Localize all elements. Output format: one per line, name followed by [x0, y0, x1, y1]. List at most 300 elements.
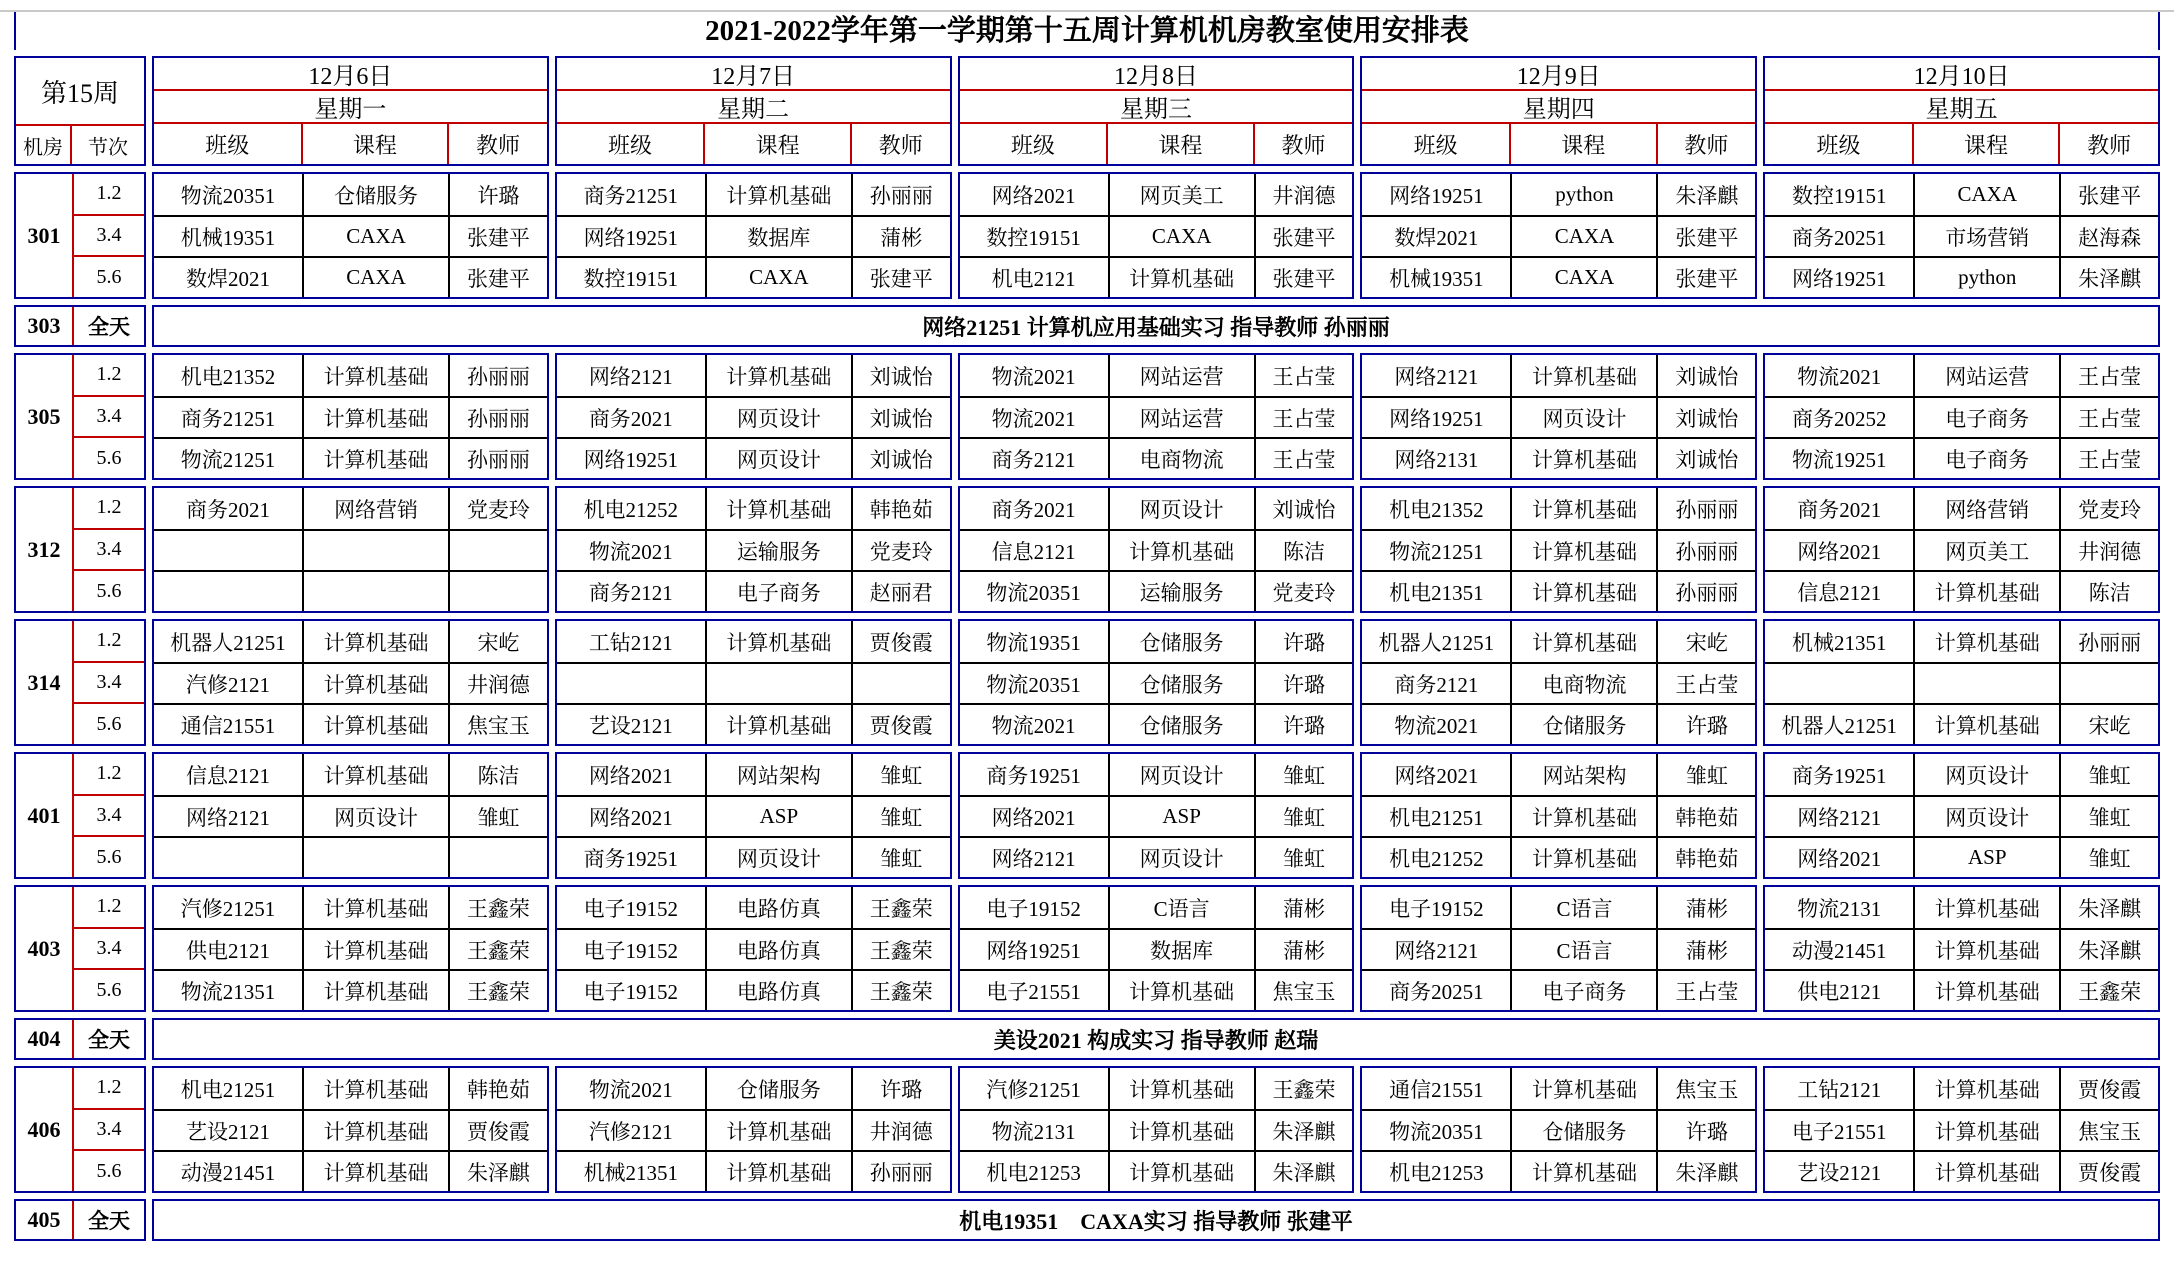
schedule-cell: 商务21251 — [154, 396, 302, 437]
schedule-cell: 贾俊霞 — [851, 703, 950, 744]
day-block — [555, 885, 952, 1012]
schedule-cell: 计算机基础 — [1913, 1150, 2059, 1191]
schedule-cell: 张建平 — [851, 256, 950, 297]
schedule-cell: 物流2131 — [1797, 896, 1882, 921]
schedule-cell: 仓储服务 — [1510, 1109, 1656, 1150]
schedule-cell: 计算机基础 — [1510, 836, 1656, 877]
schedule-cell — [154, 570, 302, 611]
schedule-cell: 数据库 — [705, 215, 851, 256]
schedule-cell — [2059, 662, 2158, 703]
schedule-cell: 计算机基础 — [1510, 355, 1656, 396]
schedule-cell: 雏虹 — [1254, 836, 1353, 877]
schedule-cell: 物流20351 — [180, 183, 276, 208]
room-number: 301 — [27, 222, 61, 248]
day-block — [1360, 1066, 1757, 1193]
schedule-cell: 张建平 — [1656, 215, 1755, 256]
day-block — [1360, 752, 1757, 879]
schedule-cell: 刘诚怡 — [1656, 355, 1755, 396]
schedule-cell: 机电21351 — [1362, 570, 1510, 611]
schedule-cell: 电商物流 — [1510, 662, 1656, 703]
schedule-cell: 机电21352 — [1389, 497, 1484, 522]
schedule-cell: 电子19152 — [986, 896, 1081, 921]
day-block — [555, 172, 952, 299]
schedule-cell: 计算机基础 — [302, 621, 448, 662]
schedule-cell: 雏虹 — [1254, 795, 1353, 836]
schedule-cell: 物流20351 — [960, 570, 1108, 611]
schedule-cell: 汽修21251 — [986, 1077, 1081, 1102]
schedule-cell: 计算机基础 — [1108, 256, 1254, 297]
schedule-cell: 物流2131 — [960, 1109, 1108, 1150]
day-weekday: 星期五 — [1765, 91, 2158, 124]
schedule-cell: 汽修21251 — [180, 896, 276, 921]
schedule-cell: 数控19151 — [1791, 183, 1887, 208]
schedule-cell: 网络19251 — [557, 437, 705, 478]
schedule-cell: 计算机基础 — [705, 1109, 851, 1150]
schedule-cell: 王鑫荣 — [851, 969, 950, 1010]
schedule-cell: 贾俊霞 — [851, 621, 950, 662]
header-row — [14, 56, 2160, 166]
schedule-cell: 雏虹 — [2059, 836, 2158, 877]
schedule-cell: 网页设计 — [705, 437, 851, 478]
schedule-cell: 计算机基础 — [1913, 928, 2059, 969]
schedule-cell: 刘诚怡 — [851, 396, 950, 437]
schedule-cell: 网络营销 — [302, 488, 448, 529]
schedule-cell: 物流20351 — [960, 662, 1108, 703]
day-block — [958, 752, 1355, 879]
schedule-cell: 计算机基础 — [302, 662, 448, 703]
schedule-cell: 商务21251 — [583, 183, 679, 208]
schedule-cell: 机械21351 — [1791, 630, 1887, 655]
schedule-cell: 计算机基础 — [302, 1150, 448, 1191]
day-weekday: 星期四 — [1362, 91, 1755, 124]
schedule-cell: 商务2121 — [1362, 662, 1510, 703]
schedule-cell: 计算机基础 — [302, 1068, 448, 1109]
day-block — [555, 1066, 952, 1193]
day-date: 12月7日 — [557, 58, 950, 91]
schedule-cell: 电子商务 — [705, 570, 851, 611]
schedule-cell: 网络2121 — [154, 795, 302, 836]
schedule-cell: 许璐 — [1656, 703, 1755, 744]
schedule-cell: 计算机基础 — [705, 703, 851, 744]
period-label: 全天 — [88, 1209, 130, 1233]
room-number: 406 — [27, 1116, 61, 1142]
schedule-cell: 汽修2121 — [154, 662, 302, 703]
schedule-cell: 商务2021 — [991, 497, 1076, 522]
schedule-cell: 机器人21251 — [170, 630, 286, 655]
sub-column-header: 教师 — [2087, 132, 2132, 158]
schedule-cell: 网络19251 — [960, 928, 1108, 969]
schedule-cell: 计算机基础 — [302, 703, 448, 744]
schedule-cell: 商务19251 — [1791, 763, 1887, 788]
period-column — [72, 1201, 144, 1239]
schedule-cell: 网络2121 — [588, 364, 673, 389]
sub-column-header: 班级 — [1765, 124, 1914, 164]
room-row-404 — [14, 1018, 2160, 1060]
full-day-block — [152, 1199, 2160, 1241]
schedule-cell: 雏虹 — [1656, 754, 1755, 795]
week-header-block — [14, 56, 146, 166]
schedule-cell: 网页设计 — [1108, 754, 1254, 795]
schedule-cell: 宋屹 — [1656, 621, 1755, 662]
schedule-cell: 网页美工 — [1108, 174, 1254, 215]
period-label: 3.4 — [74, 1108, 144, 1150]
period-column-header: 节次 — [88, 136, 128, 159]
schedule-cell: 孙丽丽 — [448, 437, 547, 478]
schedule-cell: 焦宝玉 — [1656, 1068, 1755, 1109]
schedule-cell: 电子21551 — [1765, 1109, 1913, 1150]
day-block — [958, 172, 1355, 299]
sub-column-header: 班级 — [960, 124, 1109, 164]
schedule-cell: 贾俊霞 — [2059, 1068, 2158, 1109]
sub-column-header: 教师 — [475, 132, 520, 158]
schedule-cell: CAXA — [1510, 215, 1656, 256]
period-label: 3.4 — [74, 661, 144, 703]
schedule-cell: 计算机基础 — [302, 969, 448, 1010]
schedule-cell: 商务2121 — [960, 437, 1108, 478]
schedule-cell: 计算机基础 — [302, 437, 448, 478]
schedule-cell: 许璐 — [1656, 1109, 1755, 1150]
room-row-403 — [14, 885, 2160, 1012]
schedule-cell: 王占莹 — [1656, 969, 1755, 1010]
sub-column-header: 班级 — [154, 124, 303, 164]
room-row-305 — [14, 353, 2160, 480]
schedule-cell: 电路仿真 — [705, 887, 851, 928]
schedule-cell: 孙丽丽 — [448, 396, 547, 437]
schedule-cell: 王占莹 — [2059, 355, 2158, 396]
day-block — [555, 353, 952, 480]
schedule-cell: 电子21551 — [960, 969, 1108, 1010]
schedule-cell — [1765, 662, 1913, 703]
schedule-cell: CAXA — [1108, 215, 1254, 256]
schedule-cell: 宋屹 — [448, 621, 547, 662]
schedule-cell: 刘诚怡 — [1656, 396, 1755, 437]
schedule-cell: 网络2021 — [1765, 529, 1913, 570]
schedule-cell: 王鑫荣 — [851, 928, 950, 969]
schedule-cell: 王鑫荣 — [1254, 1068, 1353, 1109]
schedule-cell: 仓储服务 — [1108, 703, 1254, 744]
schedule-cell: 机电2121 — [960, 256, 1108, 297]
page-title: 2021-2022学年第一学期第十五周计算机机房教室使用安排表 — [14, 12, 2160, 50]
schedule-cell: 计算机基础 — [1108, 969, 1254, 1010]
full-day-text: 美设2021 构成实习 指导教师 赵瑞 — [993, 1027, 1319, 1053]
schedule-cell: 刘诚怡 — [851, 437, 950, 478]
schedule-cell: 王鑫荣 — [448, 969, 547, 1010]
schedule-cell: 机电21253 — [1362, 1150, 1510, 1191]
schedule-cell: 朱泽麒 — [2059, 256, 2158, 297]
day-subcolumns — [557, 124, 950, 164]
schedule-cell — [302, 529, 448, 570]
schedule-cell: 商务2021 — [186, 497, 271, 522]
schedule-cell: 许璐 — [448, 174, 547, 215]
schedule-cell: CAXA — [1913, 174, 2059, 215]
day-date: 12月8日 — [960, 58, 1353, 91]
schedule-cell: 网络2121 — [960, 836, 1108, 877]
day-header-block-2 — [555, 56, 952, 166]
schedule-cell: 贾俊霞 — [448, 1109, 547, 1150]
room-number: 404 — [27, 1026, 61, 1051]
schedule-cell: 王占莹 — [1254, 355, 1353, 396]
schedule-cell: CAXA — [302, 256, 448, 297]
schedule-cell: 计算机基础 — [1108, 1109, 1254, 1150]
period-label: 1.2 — [96, 496, 122, 519]
day-block — [1360, 172, 1757, 299]
period-label: 5.6 — [74, 968, 144, 1010]
schedule-cell: 计算机基础 — [1510, 437, 1656, 478]
schedule-cell: 计算机基础 — [1510, 488, 1656, 529]
period-label: 1.2 — [96, 182, 122, 205]
schedule-cell: 物流21251 — [1362, 529, 1510, 570]
day-block — [1763, 486, 2160, 613]
schedule-cell: 计算机基础 — [1510, 529, 1656, 570]
schedule-cell: 赵丽君 — [851, 570, 950, 611]
schedule-cell: 电子19152 — [1389, 896, 1484, 921]
schedule-cell: 网络2121 — [1394, 364, 1479, 389]
schedule-cell: 刘诚怡 — [851, 355, 950, 396]
schedule-cell: 韩艳茹 — [1656, 836, 1755, 877]
schedule-cell: 宋屹 — [2059, 703, 2158, 744]
schedule-cell: 商务19251 — [557, 836, 705, 877]
schedule-cell: 陈洁 — [2059, 570, 2158, 611]
schedule-cell: 网页设计 — [302, 795, 448, 836]
day-block — [1360, 486, 1757, 613]
sub-column-header: 课程 — [1511, 124, 1658, 164]
schedule-cell: 孙丽丽 — [448, 355, 547, 396]
schedule-cell: 孙丽丽 — [2059, 621, 2158, 662]
schedule-cell: 市场营销 — [1913, 215, 2059, 256]
day-block — [152, 353, 549, 480]
schedule-cell: 许璐 — [1254, 662, 1353, 703]
schedule-cell: 计算机基础 — [1108, 1068, 1254, 1109]
schedule-cell: 网络2021 — [588, 763, 673, 788]
schedule-cell — [302, 570, 448, 611]
schedule-cell: ASP — [1913, 836, 2059, 877]
day-weekday: 星期二 — [557, 91, 950, 124]
period-label: 5.6 — [74, 436, 144, 478]
schedule-cell: 电子19152 — [583, 896, 679, 921]
schedule-cell: 电路仿真 — [705, 969, 851, 1010]
schedule-cell: 许璐 — [1254, 703, 1353, 744]
sub-column-header: 课程 — [705, 124, 852, 164]
schedule-cell: 商务20251 — [1765, 215, 1913, 256]
schedule-cell: 计算机基础 — [302, 887, 448, 928]
room-number: 405 — [27, 1207, 61, 1232]
schedule-cell: 张建平 — [448, 215, 547, 256]
schedule-cell: C语言 — [1510, 887, 1656, 928]
schedule-cell: 朱泽麒 — [1656, 174, 1755, 215]
schedule-cell: 电子商务 — [1913, 437, 2059, 478]
day-weekday: 星期一 — [154, 91, 547, 124]
schedule-cell: 动漫21451 — [154, 1150, 302, 1191]
day-block — [1763, 353, 2160, 480]
day-block — [1763, 752, 2160, 879]
schedule-cell — [1913, 662, 2059, 703]
schedule-cell — [448, 570, 547, 611]
schedule-cell: ASP — [1108, 795, 1254, 836]
schedule-cell: 运输服务 — [1108, 570, 1254, 611]
schedule-cell: 数控19151 — [960, 215, 1108, 256]
schedule-cell: 商务2021 — [557, 396, 705, 437]
schedule-cell: 工钻2121 — [588, 630, 673, 655]
schedule-cell: 网络19251 — [1765, 256, 1913, 297]
schedule-cell: 物流20351 — [1362, 1109, 1510, 1150]
schedule-cell: 信息2121 — [1765, 570, 1913, 611]
schedule-cell: 王占莹 — [1656, 662, 1755, 703]
room-label-block — [14, 1018, 146, 1060]
schedule-cell: 井润德 — [1254, 174, 1353, 215]
day-block — [1763, 885, 2160, 1012]
schedule-cell: 网站运营 — [1108, 396, 1254, 437]
schedule-cell: 网络2121 — [1765, 795, 1913, 836]
period-label: 3.4 — [74, 395, 144, 437]
schedule-cell: 计算机基础 — [302, 355, 448, 396]
schedule-cell: 王占莹 — [2059, 396, 2158, 437]
period-label: 5.6 — [74, 1149, 144, 1191]
room-label-block — [14, 172, 146, 299]
schedule-cell: 商务20252 — [1765, 396, 1913, 437]
room-label-block — [14, 353, 146, 480]
period-label: 3.4 — [74, 927, 144, 969]
schedule-cell: C语言 — [1510, 928, 1656, 969]
schedule-cell: 蒲彬 — [1656, 887, 1755, 928]
schedule-cell: 蒲彬 — [1254, 928, 1353, 969]
period-label: 5.6 — [74, 569, 144, 611]
schedule-cell: 刘诚怡 — [1254, 488, 1353, 529]
schedule-cell: 张建平 — [2059, 174, 2158, 215]
schedule-cell: 焦宝玉 — [2059, 1109, 2158, 1150]
schedule-cell: 计算机基础 — [1913, 570, 2059, 611]
schedule-cell: 网络2021 — [960, 795, 1108, 836]
schedule-cell: 信息2121 — [960, 529, 1108, 570]
schedule-cell: 物流2021 — [1362, 703, 1510, 744]
period-label: 全天 — [88, 1028, 130, 1052]
schedule-cell: 艺设2121 — [1765, 1150, 1913, 1191]
schedule-cell: CAXA — [302, 215, 448, 256]
schedule-cell: 张建平 — [1254, 215, 1353, 256]
schedule-cell: 韩艳茹 — [851, 488, 950, 529]
schedule-cell: 朱泽麒 — [1254, 1109, 1353, 1150]
schedule-cell: 机械19351 — [1362, 256, 1510, 297]
schedule-cell: 机电21252 — [1362, 836, 1510, 877]
schedule-cell: 电子19152 — [557, 928, 705, 969]
schedule-cell: 计算机基础 — [1108, 529, 1254, 570]
room-number: 312 — [27, 536, 61, 562]
schedule-cell: 网页美工 — [1913, 529, 2059, 570]
period-column — [72, 174, 144, 297]
period-label: 1.2 — [96, 895, 122, 918]
period-column — [72, 754, 144, 877]
day-block — [958, 619, 1355, 746]
schedule-cell: 孙丽丽 — [1656, 570, 1755, 611]
schedule-cell: 机械19351 — [154, 215, 302, 256]
schedule-cell: 井润德 — [851, 1109, 950, 1150]
schedule-cell: 韩艳茹 — [448, 1068, 547, 1109]
schedule-cell: 商务2121 — [557, 570, 705, 611]
schedule-cell: 网页设计 — [1108, 488, 1254, 529]
room-column-header: 机房 — [16, 126, 72, 164]
schedule-cell — [448, 836, 547, 877]
sub-column-header: 课程 — [1108, 124, 1255, 164]
schedule-cell: 物流2021 — [960, 703, 1108, 744]
schedule-cell: 许璐 — [1254, 621, 1353, 662]
schedule-cell: 机电21251 — [180, 1077, 276, 1102]
day-block — [555, 486, 952, 613]
period-label: 1.2 — [96, 363, 122, 386]
schedule-cell: 商务2021 — [1797, 497, 1882, 522]
schedule-cell: 计算机基础 — [1913, 703, 2059, 744]
schedule-cell: 朱泽麒 — [448, 1150, 547, 1191]
schedule-cell: 机器人21251 — [1765, 703, 1913, 744]
day-weekday: 星期三 — [960, 91, 1353, 124]
schedule-cell: 网络2121 — [1362, 928, 1510, 969]
room-label-block — [14, 619, 146, 746]
schedule-cell: 雏虹 — [851, 754, 950, 795]
schedule-cell: 网络19251 — [557, 215, 705, 256]
day-header-block-1 — [152, 56, 549, 166]
sub-column-header: 班级 — [1362, 124, 1511, 164]
schedule-cell: 王鑫荣 — [448, 928, 547, 969]
schedule-cell: 计算机基础 — [705, 174, 851, 215]
day-date: 12月10日 — [1765, 58, 2158, 91]
room-label-block — [14, 1066, 146, 1193]
period-label: 1.2 — [96, 762, 122, 785]
schedule-cell: 雏虹 — [851, 836, 950, 877]
period-column — [72, 1020, 144, 1058]
schedule-cell: 党麦玲 — [851, 529, 950, 570]
period-column — [72, 488, 144, 611]
schedule-cell: 通信21551 — [154, 703, 302, 744]
schedule-cell: 计算机基础 — [1913, 887, 2059, 928]
schedule-cell: 朱泽麒 — [2059, 887, 2158, 928]
schedule-sheet — [0, 10, 2174, 1241]
schedule-cell: 计算机基础 — [705, 1150, 851, 1191]
schedule-cell: 井润德 — [448, 662, 547, 703]
schedule-cell: 雏虹 — [2059, 754, 2158, 795]
schedule-cell: 运输服务 — [705, 529, 851, 570]
schedule-cell: 计算机基础 — [705, 621, 851, 662]
schedule-cell: ASP — [705, 795, 851, 836]
period-column — [72, 621, 144, 744]
period-label: 3.4 — [74, 528, 144, 570]
room-row-405 — [14, 1199, 2160, 1241]
room-row-312 — [14, 486, 2160, 613]
schedule-cell: 工钻2121 — [1797, 1077, 1882, 1102]
day-subcolumns — [154, 124, 547, 164]
schedule-cell: 网络2021 — [1394, 763, 1479, 788]
full-day-block — [152, 1018, 2160, 1060]
schedule-cell: 网络19251 — [1389, 183, 1484, 208]
schedule-cell: 焦宝玉 — [448, 703, 547, 744]
schedule-cell: 赵海森 — [2059, 215, 2158, 256]
schedule-cell: 计算机基础 — [1913, 621, 2059, 662]
schedule-cell: 仓储服务 — [302, 174, 448, 215]
schedule-cell: 网页设计 — [1913, 795, 2059, 836]
schedule-cell: 刘诚怡 — [1656, 437, 1755, 478]
schedule-cell: 仓储服务 — [705, 1068, 851, 1109]
schedule-cell: 雏虹 — [851, 795, 950, 836]
schedule-cell: 贾俊霞 — [2059, 1150, 2158, 1191]
room-label-block — [14, 305, 146, 347]
schedule-cell: 焦宝玉 — [1254, 969, 1353, 1010]
schedule-cell: 艺设2121 — [154, 1109, 302, 1150]
room-number: 403 — [27, 935, 61, 961]
schedule-cell: 王鑫荣 — [448, 887, 547, 928]
schedule-cell: 电子商务 — [1510, 969, 1656, 1010]
schedule-cell: 艺设2121 — [557, 703, 705, 744]
schedule-cell: 计算机基础 — [1510, 1068, 1656, 1109]
schedule-cell: 网络2131 — [1362, 437, 1510, 478]
schedule-cell: 计算机基础 — [1510, 570, 1656, 611]
schedule-cell: 孙丽丽 — [1656, 529, 1755, 570]
